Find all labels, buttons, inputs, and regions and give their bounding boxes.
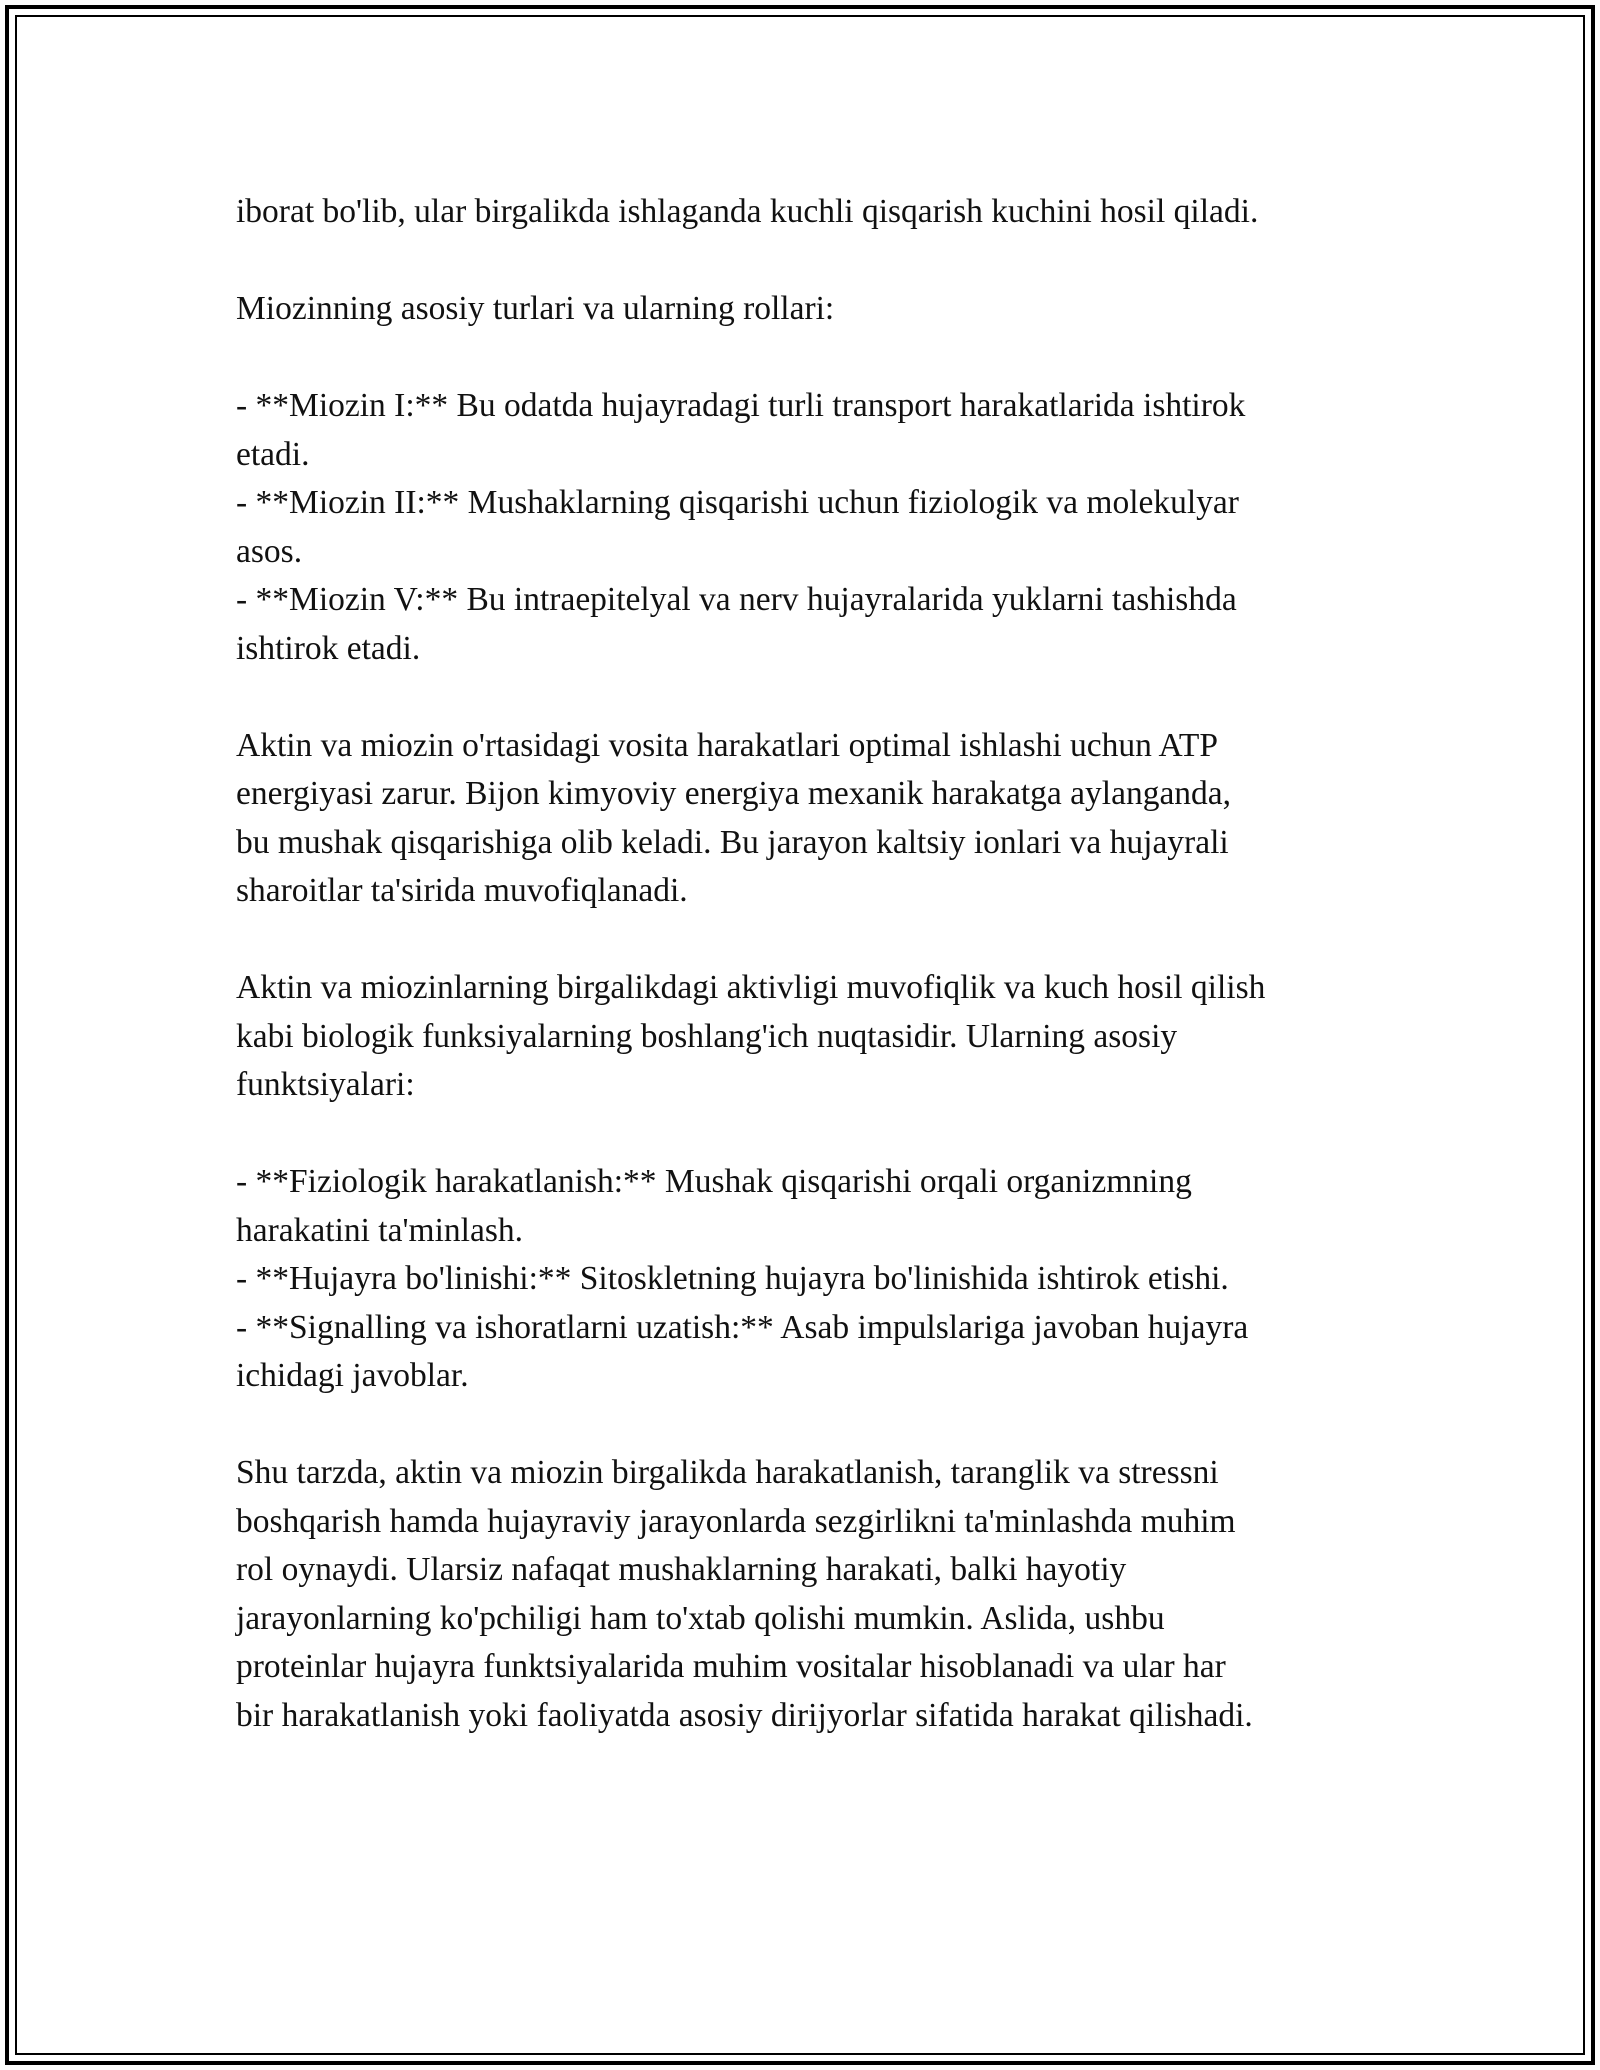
text-line: Shu tarzda, aktin va miozin birgalikda harakatlanish, taranglik va stressni (236, 1454, 1219, 1491)
text-line: Aktin va miozin o'rtasidagi vosita harakatlari optimal ishlashi uchun ATP (236, 726, 1219, 764)
text-line: iborat bo'lib, ular birgalikda ishlaganda kuchli qisqarish kuchini hosil qiladi. (236, 193, 1259, 230)
document-body (236, 188, 1396, 1789)
list-item-line: - **Hujayra bo'linishi:** Sitoskletning hujayra bo'linishida ishtirok etishi. (236, 1260, 1229, 1297)
myosin-types-list (236, 382, 1396, 673)
text-line: bir harakatlanish yoki faoliyatda asosiy dirijyorlar sifatida harakat qilishadi. (236, 1696, 1253, 1734)
list-item-line: - **Miozin I:** Bu odatda hujayradagi turli transport harakatlarida ishtirok (236, 387, 1246, 424)
paragraph-5 (236, 964, 1396, 1110)
list-item-line: - **Miozin V:** Bu intraepitelyal va nerv hujayralarida yuklarni tashishda (236, 581, 1237, 618)
paragraph-4 (236, 722, 1396, 916)
text-line: sharoitlar ta'sirida muvofiqlanadi. (236, 872, 688, 909)
list-item-line: ishtirok etadi. (236, 629, 421, 667)
list-item-line: asos. (236, 532, 303, 570)
paragraph-2 (236, 285, 1396, 334)
text-line: boshqarish hamda hujayraviy jarayonlarda sezgirlikni ta'minlashda muhim (236, 1502, 1236, 1540)
text-line: funktsiyalari: (236, 1066, 415, 1103)
paragraph-7 (236, 1449, 1396, 1740)
list-item-line: harakatini ta'minlash. (236, 1211, 523, 1249)
text-line: Miozinning asosiy turlari va ularning rollari: (236, 290, 835, 327)
text-line: Aktin va miozinlarning birgalikdagi aktivligi muvofiqlik va kuch hosil qilish (236, 969, 1266, 1006)
functions-list (236, 1158, 1396, 1401)
text-line: rol oynaydi. Ularsiz nafaqat mushaklarning harakati, balki hayotiy (236, 1551, 1127, 1588)
text-line: proteinlar hujayra funktsiyalarida muhim vositalar hisoblanadi va ular har (236, 1648, 1226, 1685)
text-line: jarayonlarning ko'pchiligi ham to'xtab qolishi mumkin. Aslida, ushbu (236, 1599, 1165, 1637)
list-item-line: etadi. (236, 435, 310, 473)
list-item-line: - **Miozin II:** Mushaklarning qisqarishi uchun fiziologik va molekulyar (236, 484, 1239, 521)
text-line: energiyasi zarur. Bijon kimyoviy energiya mexanik harakatga aylanganda, (236, 775, 1232, 812)
text-line: kabi biologik funksiyalarning boshlang'ich nuqtasidir. Ularning asosiy (236, 1017, 1178, 1055)
list-item-line: - **Signalling va ishoratlarni uzatish:** Asab impulslariga javoban hujayra (236, 1308, 1249, 1346)
list-item-line: - **Fiziologik harakatlanish:** Mushak qisqarishi orqali organizmning (236, 1163, 1192, 1200)
text-line: bu mushak qisqarishiga olib keladi. Bu jarayon kaltsiy ionlari va hujayrali (236, 823, 1229, 861)
paragraph-1 (236, 188, 1396, 237)
list-item-line: ichidagi javoblar. (236, 1357, 469, 1394)
